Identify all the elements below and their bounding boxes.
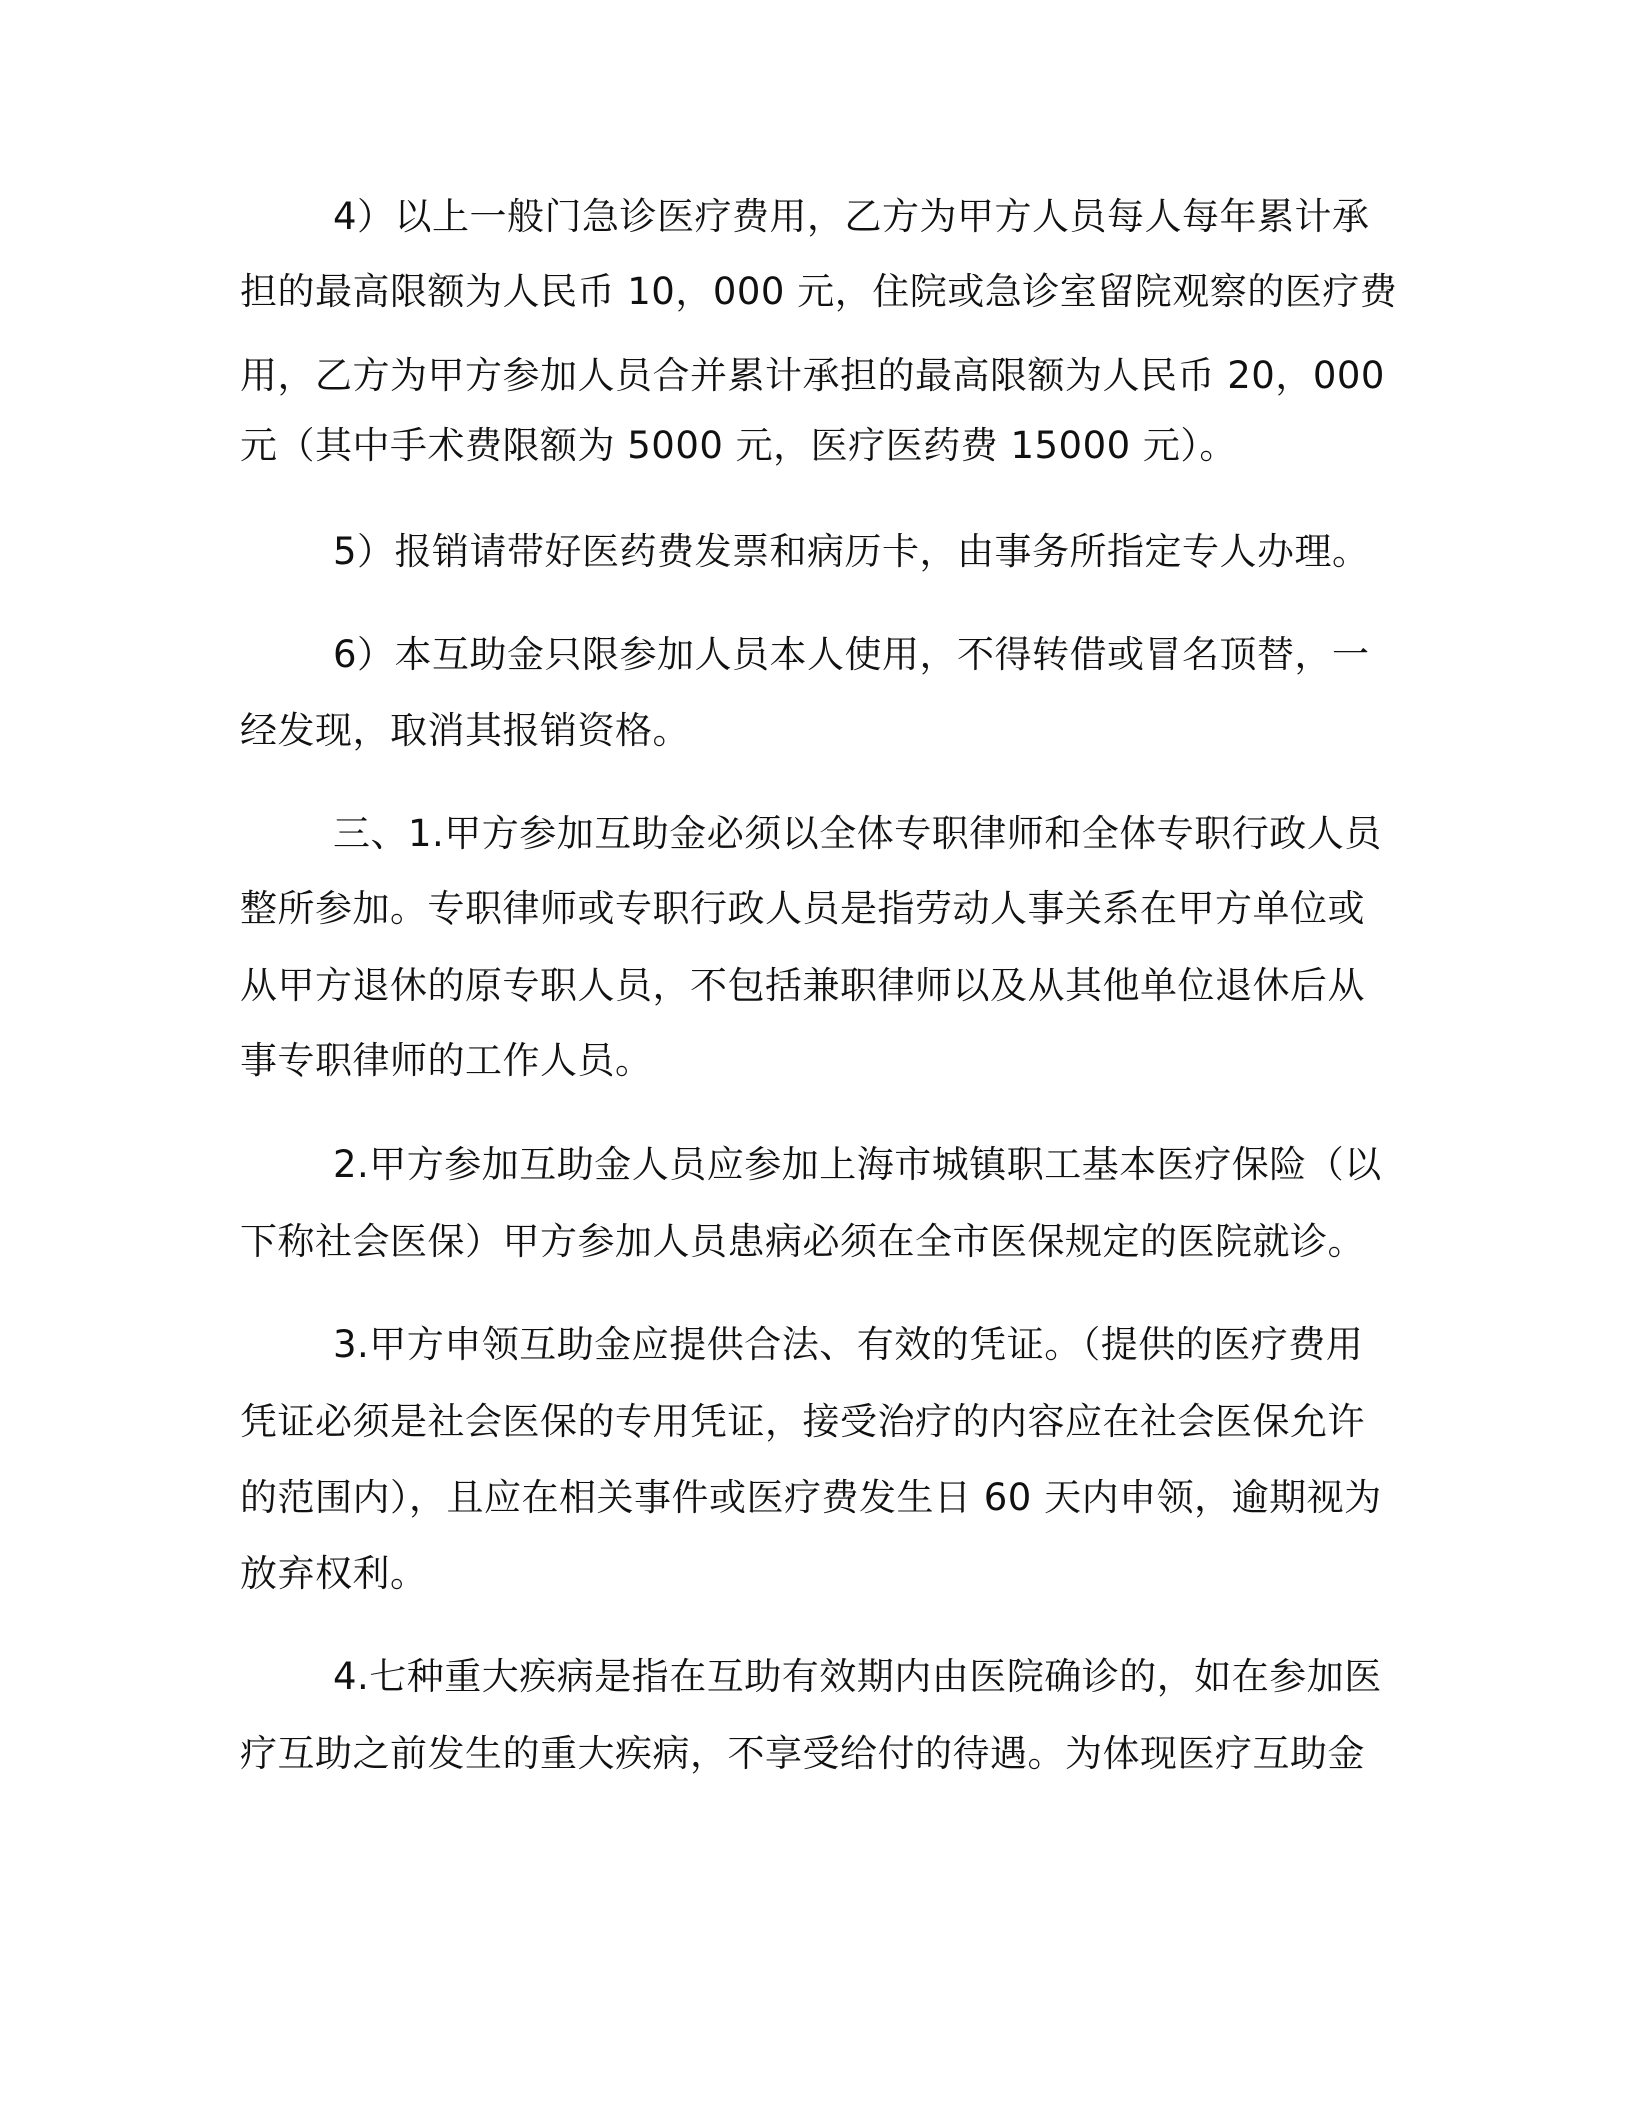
text-line: 下称社会医保）甲方参加人员患病必须在全市医保规定的医院就诊。: [240, 1220, 1365, 1263]
text-line: 经发现，取消其报销资格。: [240, 709, 690, 752]
text-line: 凭证必须是社会医保的专用凭证，接受治疗的内容应在社会医保允许: [240, 1400, 1365, 1443]
text-line: 5）报销请带好医药费发票和病历卡，由事务所指定专人办理。: [333, 530, 1370, 573]
text-line: 整所参加。专职律师或专职行政人员是指劳动人事关系在甲方单位或: [240, 887, 1365, 930]
text-line: 2.甲方参加互助金人员应参加上海市城镇职工基本医疗保险（以: [333, 1143, 1382, 1186]
text-line: 担的最高限额为人民币 10，000 元，住院或急诊室留院观察的医疗费: [240, 270, 1398, 313]
text-line: 事专职律师的工作人员。: [240, 1039, 653, 1082]
text-line: 元（其中手术费限额为 5000 元，医疗医药费 15000 元）。: [240, 424, 1237, 467]
text-line: 从甲方退休的原专职人员，不包括兼职律师以及从其他单位退休后从: [240, 964, 1365, 1007]
text-line: 4.七种重大疾病是指在互助有效期内由医院确诊的，如在参加医: [333, 1655, 1382, 1698]
text-line: 4）以上一般门急诊医疗费用，乙方为甲方人员每人每年累计承: [333, 195, 1370, 238]
text-line: 的范围内），且应在相关事件或医疗费发生日 60 天内申领，逾期视为: [240, 1476, 1382, 1519]
text-line: 疗互助之前发生的重大疾病，不享受给付的待遇。为体现医疗互助金: [240, 1732, 1365, 1775]
text-line: 3.甲方申领互助金应提供合法、有效的凭证。（提供的医疗费用: [333, 1323, 1364, 1366]
text-line: 6）本互助金只限参加人员本人使用，不得转借或冒名顶替，一: [333, 633, 1370, 676]
text-line: 放弃权利。: [240, 1552, 428, 1595]
text-line: 三、1.甲方参加互助金必须以全体专职律师和全体专职行政人员: [333, 812, 1382, 855]
text-line: 用，乙方为甲方参加人员合并累计承担的最高限额为人民币 20，000: [240, 354, 1385, 397]
